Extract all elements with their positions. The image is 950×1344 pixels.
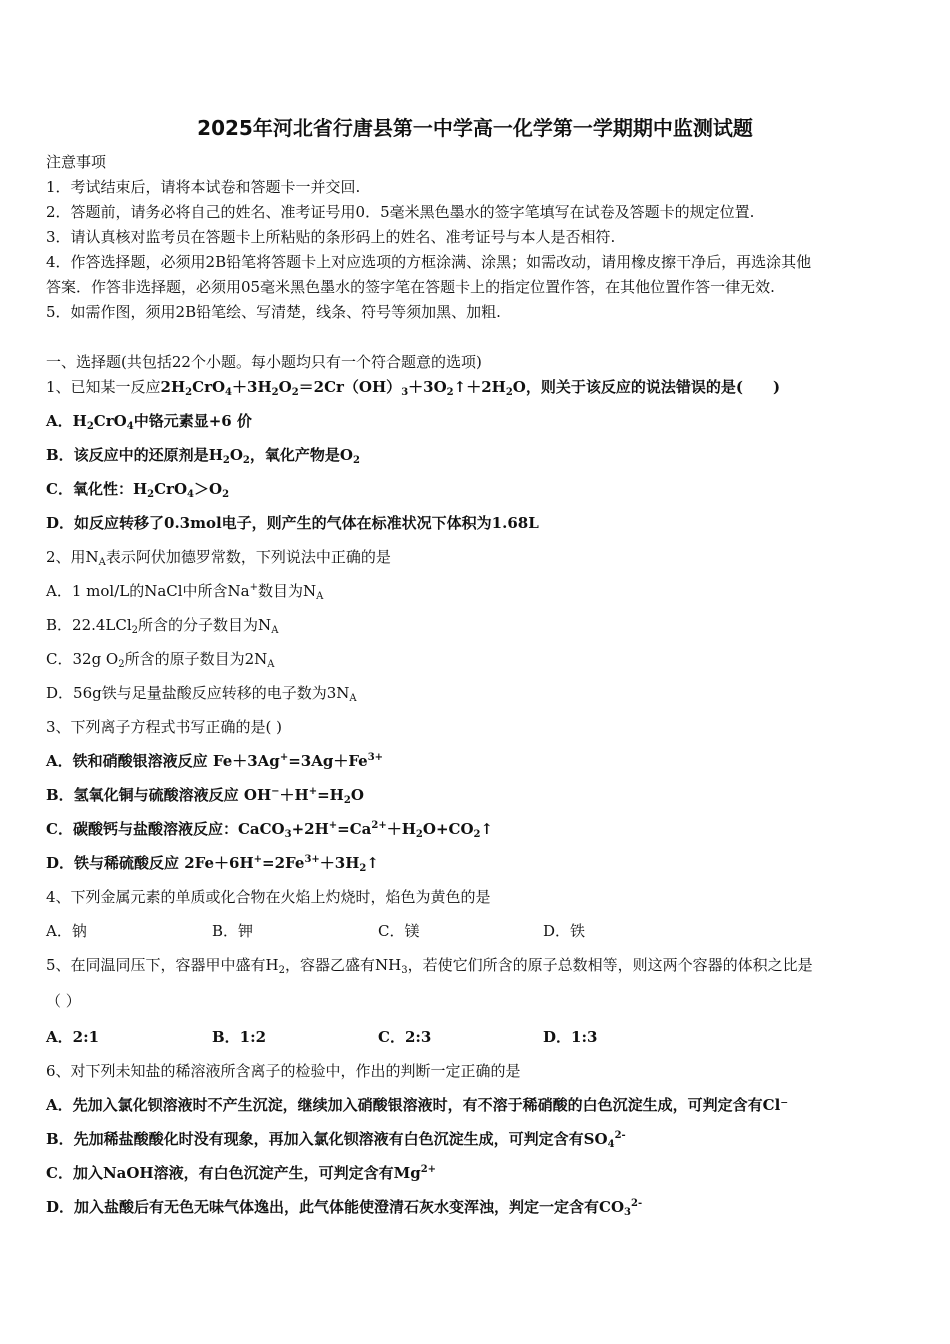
question-3-stem: 3、下列离子方程式书写正确的是( ) [46,718,283,736]
question-3-option-b: B．氢氧化铜与硫酸溶液反应 $OH^-+H^+=H_2O$ [46,786,364,806]
question-4-option-d: D．铁 [543,922,586,940]
question-3-option-a: A．铁和硝酸银溶液反应 $Fe+3Ag^+=3Ag+Fe^{3+}$ [46,752,384,770]
page-title: 2025年河北省行唐县第一中学高一化学第一学期期中监测试题 [197,116,753,140]
notice-item-1: 1．考试结束后，请将本试卷和答题卡一并交回. [46,178,361,196]
question-5-stem: 5、在同温同压下，容器甲中盛有$H_2$，容器乙盛有$NH_3$，若使它们所含的原子总数相等，则这两个容器的体积之比是 [46,956,813,976]
question-4-option-a: A．钠 [46,922,87,940]
question-5-option-d: D．1:3 [543,1028,598,1046]
question-2-option-b: B．22.4LCl$_2$所含的分子数目为$N_A$ [46,616,279,636]
question-1-option-b: B．该反应中的还原剂是$H_2O_2$，氧化产物是$O_2$ [46,446,360,466]
notice-item-4: 4．作答选择题，必须用2B铅笔将答题卡上对应选项的方框涂满、涂黑；如需改动，请用橡皮擦干净后，再选涂其他 [46,253,812,271]
question-5-option-c: C．2:3 [378,1028,432,1046]
question-6-option-d: D．加入盐酸后有无色无味气体逸出，此气体能使澄清石灰水变浑浊，判定一定含有$CO_3^{2-}$ [46,1198,643,1218]
question-3-option-c: C．碳酸钙与盐酸溶液反应：$CaCO_3+2H^+=Ca^{2+}+H_2O+CO_2↑$ [46,820,494,840]
question-4-option-b: B．钾 [212,922,254,940]
question-6-option-b: B．先加稀盐酸酸化时没有现象，再加入氯化钡溶液有白色沉淀生成，可判定含有$SO_4^{2-}$ [46,1130,626,1150]
notice-item-2: 2．答题前，请务必将自己的姓名、准考证号用0．5毫米黑色墨水的签字笔填写在试卷及答题卡的规定位置. [46,203,755,221]
question-3-option-d: D．铁与稀硫酸反应 $2Fe+6H^+=2Fe^{3+}+3H_2↑$ [46,854,379,874]
question-1-stem: 1、已知某一反应$2H_2CrO_4+3H_2O_2=2Cr(OH)_3+3O_2↑+2H_2O$，则关于该反应的说法错误的是( ) [46,378,781,398]
question-5-stem-cont: （ ） [46,992,81,1010]
question-4-stem: 4、下列金属元素的单质或化合物在火焰上灼烧时，焰色为黄色的是 [46,888,491,906]
section-heading: 一、选择题(共包括22个小题。每小题均只有一个符合题意的选项) [46,353,482,371]
question-2-option-d: D．56g铁与足量盐酸反应转移的电子数为$3N_A$ [46,684,357,704]
question-2-option-c: C．32g $O_2$所含的原子数目为$2N_A$ [46,650,275,670]
question-5-option-a: A．2:1 [46,1028,100,1046]
question-1-option-d: D．如反应转移了0.3mol电子，则产生的气体在标准状况下体积为1.68L [46,514,539,532]
question-6-stem: 6、对下列未知盐的稀溶液所含离子的检验中，作出的判断一定正确的是 [46,1062,521,1080]
question-6-option-c: C．加入NaOH溶液，有白色沉淀产生，可判定含有$Mg^{2+}$ [46,1164,437,1182]
notice-item-5: 5．如需作图，须用2B铅笔绘、写清楚，线条、符号等须加黑、加粗. [46,303,501,321]
question-2-option-a: A．1 mol/L的NaCl中所含Na+数目为$N_A$ [46,582,324,602]
notice-item-3: 3．请认真核对监考员在答题卡上所粘贴的条形码上的姓名、准考证号与本人是否相符. [46,228,616,246]
question-2-stem: 2、用$N_A$表示阿伏加德罗常数，下列说法中正确的是 [46,548,391,568]
question-1-option-c: C．氧化性：$H_2CrO_4>O_2$ [46,480,230,500]
question-5-option-b: B．1:2 [212,1028,267,1046]
question-1-option-a: A．$H_2CrO_4$中铬元素显+6 价 [46,412,252,432]
question-6-option-a: A．先加入氯化钡溶液时不产生沉淀，继续加入硝酸银溶液时，有不溶于稀硝酸的白色沉淀生成，可判定含有Cl⁻ [46,1096,789,1114]
question-4-option-c: C．镁 [378,922,420,940]
notice-item-4-cont: 答案．作答非选择题，必须用05毫米黑色墨水的签字笔在答题卡上的指定位置作答，在其他位置作答一律无效. [46,278,775,296]
notice-heading: 注意事项 [46,153,107,171]
